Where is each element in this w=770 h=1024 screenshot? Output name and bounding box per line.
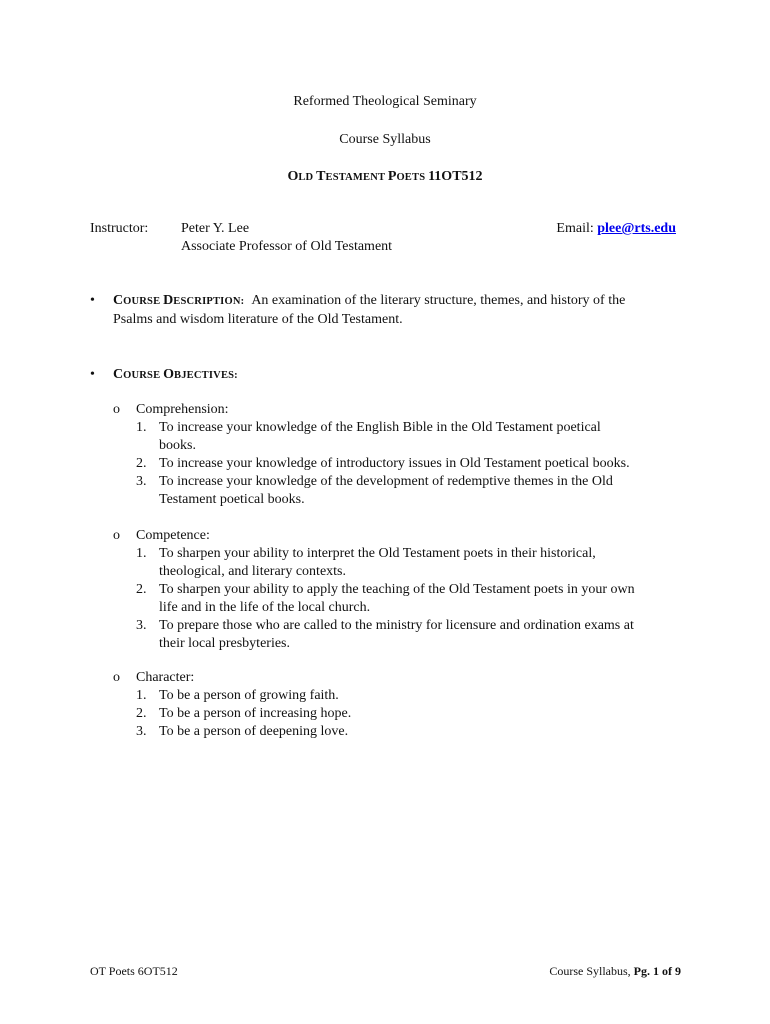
list-item-continuation: books. [159, 438, 196, 453]
instructor-name: Peter Y. Lee [181, 221, 250, 236]
list-item: To sharpen your ability to interpret the Old Testament poets in their historical, [159, 546, 596, 561]
list-item-continuation: their local presbyteries. [159, 636, 291, 651]
email-link[interactable]: plee@rts.edu [597, 221, 676, 236]
list-item-continuation: Testament poetical books. [159, 492, 305, 507]
document-type: Course Syllabus [339, 132, 431, 147]
instructor-title: Associate Professor of Old Testament [181, 239, 393, 254]
list-item-number: 3. [136, 474, 147, 489]
list-item: To increase your knowledge of the development of redemptive themes in the Old [159, 474, 613, 489]
list-item-number: 1. [136, 420, 147, 435]
list-item-number: 2. [136, 582, 147, 597]
list-item: To be a person of growing faith. [159, 688, 339, 703]
list-item-number: 3. [136, 724, 147, 739]
instructor-label: Instructor: [90, 221, 149, 236]
description-text-line1: An examination of the literary structure, themes, and history of the [251, 293, 626, 308]
list-item-continuation: theological, and literary contexts. [159, 564, 346, 579]
bullet-marker: • [90, 367, 95, 382]
list-item: To be a person of increasing hope. [159, 706, 352, 721]
footer-page-number: Course Syllabus, Pg. 1 of 9 [549, 964, 681, 978]
course-title: OLD TESTAMENT POETS 11OT512 [287, 169, 483, 184]
list-item-number: 2. [136, 706, 147, 721]
bullet-marker: • [90, 293, 95, 308]
list-item-continuation: life and in the life of the local church. [159, 600, 371, 615]
course-description: COURSE DESCRIPTION: An examination of the literary structure, themes, and history of the [113, 293, 626, 308]
objective-group-title: Comprehension: [136, 402, 229, 417]
list-item-number: 1. [136, 688, 147, 703]
course-code: 11OT512 [428, 169, 483, 184]
list-item-number: 1. [136, 546, 147, 561]
list-item: To increase your knowledge of the English Bible in the Old Testament poetical [159, 420, 601, 435]
sub-marker: o [113, 670, 120, 685]
email-label: Email: [556, 221, 594, 236]
list-item-number: 3. [136, 618, 147, 633]
instructor-email [556, 220, 676, 238]
sub-marker: o [113, 528, 120, 543]
list-item: To sharpen your ability to apply the teaching of the Old Testament poets in your own [159, 582, 635, 597]
institution-name: Reformed Theological Seminary [293, 94, 477, 109]
list-item: To be a person of deepening love. [159, 724, 349, 739]
objective-group-title: Character: [136, 670, 195, 685]
objective-group-title: Competence: [136, 528, 210, 543]
description-text-line2: Psalms and wisdom literature of the Old Testament. [113, 312, 403, 327]
sub-marker: o [113, 402, 120, 417]
list-item: To prepare those who are called to the ministry for licensure and ordination exams at [159, 618, 634, 633]
footer-course-code: OT Poets 6OT512 [90, 964, 178, 978]
list-item-number: 2. [136, 456, 147, 471]
list-item: To increase your knowledge of introductory issues in Old Testament poetical books. [159, 456, 630, 471]
course-objectives-heading: COURSE OBJECTIVES: [113, 367, 238, 382]
